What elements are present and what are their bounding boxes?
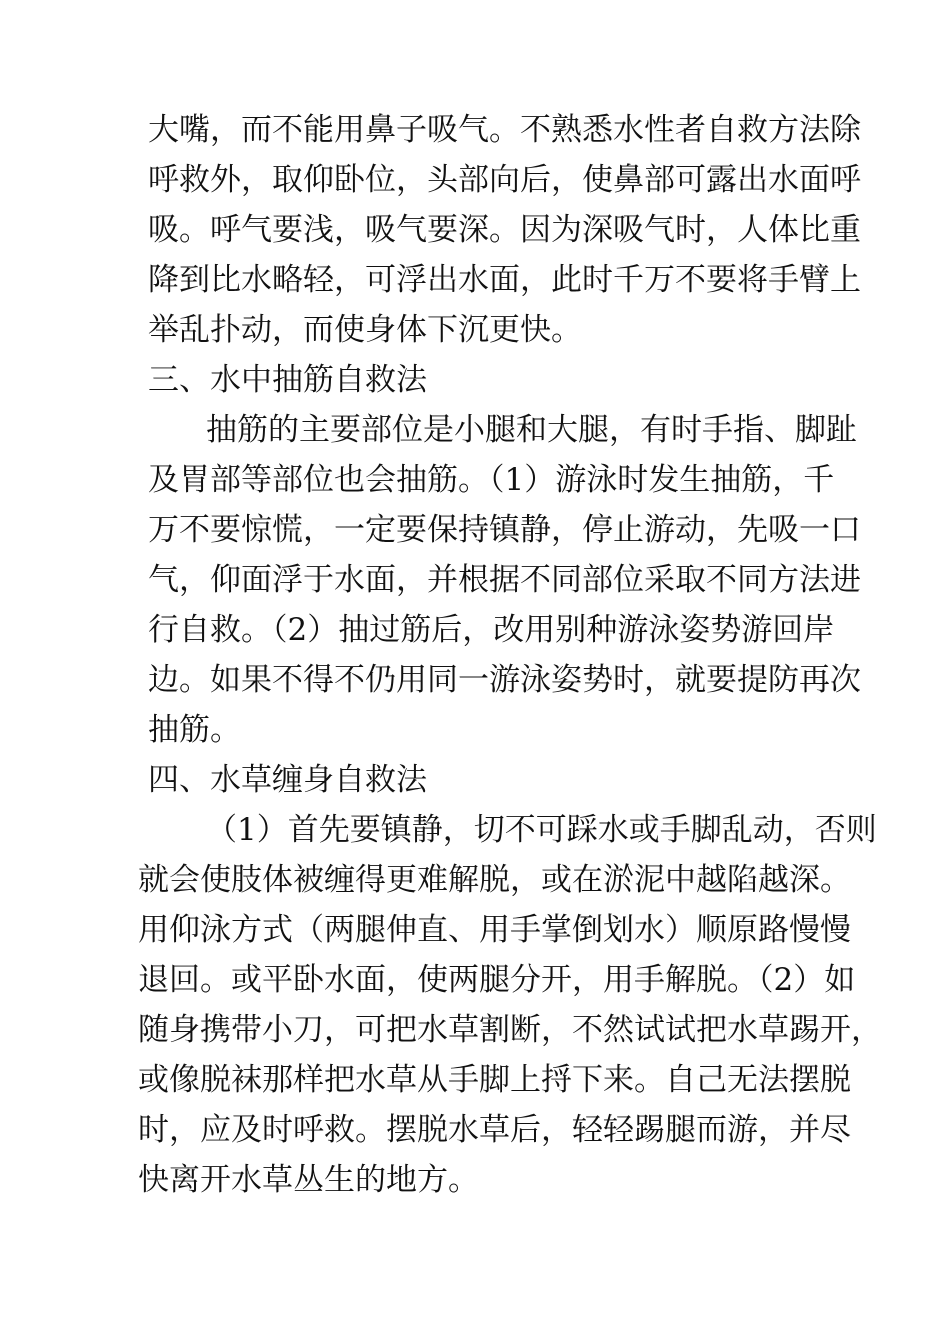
text-line: （1）首先要镇静，切不可踩水或手脚乱动，否则 [206,812,877,848]
text-line: 快离开水草丛生的地方。 [138,1162,479,1198]
text-line: 气，仰面浮于水面，并根据不同部位采取不同方法进 [148,562,861,598]
text-line: 用仰泳方式（两腿伸直、用手掌倒划水）顺原路慢慢 [138,912,851,948]
text-line: 就会使肢体被缠得更难解脱，或在淤泥中越陷越深。 [138,862,851,898]
text-line: 退回。或平卧水面，使两腿分开，用手解脱。（2）如 [138,962,856,998]
text-line: 随身携带小刀，可把水草割断，不然试试把水草踢开， [138,1012,882,1048]
text-line: 行自救。（2）抽过筋后，改用别种游泳姿势游回岸 [148,612,835,648]
text-line: 及胃部等部位也会抽筋。（1）游泳时发生抽筋，千 [148,462,835,498]
text-line: 大嘴，而不能用鼻子吸气。不熟悉水性者自救方法除 [148,112,861,148]
text-line: 吸。呼气要浅，吸气要深。因为深吸气时，人体比重 [148,212,861,248]
text-line: 抽筋的主要部位是小腿和大腿，有时手指、脚趾 [206,412,857,448]
section-heading: 三、水中抽筋自救法 [148,362,427,398]
text-line: 举乱扑动，而使身体下沉更快。 [148,312,582,348]
text-line: 降到比水略轻，可浮出水面，此时千万不要将手臂上 [148,262,861,298]
text-line: 万不要惊慌，一定要保持镇静，停止游动，先吸一口 [148,512,861,548]
text-line: 边。如果不得不仍用同一游泳姿势时，就要提防再次 [148,662,861,698]
text-line: 时，应及时呼救。摆脱水草后，轻轻踢腿而游，并尽 [138,1112,851,1148]
text-line: 呼救外，取仰卧位，头部向后，使鼻部可露出水面呼 [148,162,861,198]
text-line: 或像脱袜那样把水草从手脚上捋下来。自己无法摆脱 [138,1062,851,1098]
text-line: 抽筋。 [148,712,241,748]
section-heading: 四、水草缠身自救法 [148,762,427,798]
